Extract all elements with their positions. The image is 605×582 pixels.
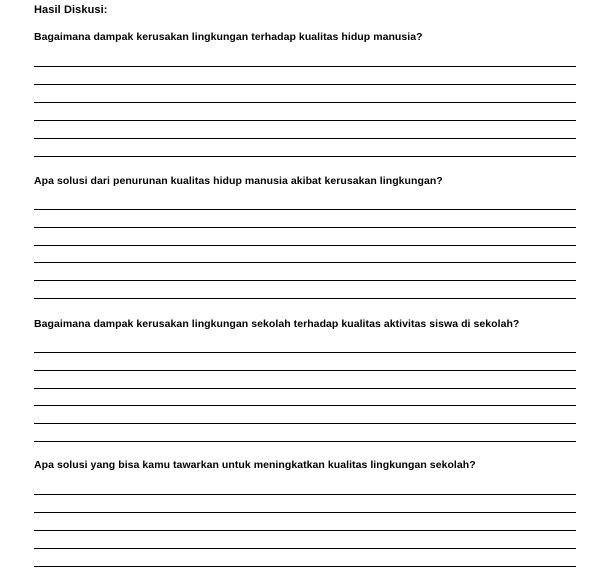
answer-line[interactable] bbox=[34, 423, 576, 424]
answer-line[interactable] bbox=[34, 512, 576, 513]
answer-line[interactable] bbox=[34, 405, 576, 406]
answer-line[interactable] bbox=[34, 530, 576, 531]
answer-line[interactable] bbox=[34, 120, 576, 121]
answer-line[interactable] bbox=[34, 138, 576, 139]
answer-line[interactable] bbox=[34, 209, 576, 210]
answer-line[interactable] bbox=[34, 548, 576, 549]
answer-line[interactable] bbox=[34, 84, 576, 85]
answer-line[interactable] bbox=[34, 262, 576, 263]
question-4: Apa solusi yang bisa kamu tawarkan untuk meningkatkan kualitas lingkungan sekolah? bbox=[34, 459, 476, 471]
answer-line[interactable] bbox=[34, 566, 576, 567]
question-2: Apa solusi dari penurunan kualitas hidup manusia akibat kerusakan lingkungan? bbox=[34, 175, 443, 187]
question-3: Bagaimana dampak kerusakan lingkungan sekolah terhadap kualitas aktivitas siswa di sekolah? bbox=[34, 318, 520, 330]
answer-line[interactable] bbox=[34, 245, 576, 246]
answer-line[interactable] bbox=[34, 102, 576, 103]
answer-line[interactable] bbox=[34, 370, 576, 371]
answer-line[interactable] bbox=[34, 494, 576, 495]
answer-line[interactable] bbox=[34, 388, 576, 389]
answer-line[interactable] bbox=[34, 227, 576, 228]
discussion-results-heading: Hasil Diskusi: bbox=[34, 4, 108, 16]
answer-line[interactable] bbox=[34, 441, 576, 442]
answer-line[interactable] bbox=[34, 298, 576, 299]
question-1: Bagaimana dampak kerusakan lingkungan terhadap kualitas hidup manusia? bbox=[34, 31, 423, 43]
answer-line[interactable] bbox=[34, 280, 576, 281]
answer-line[interactable] bbox=[34, 352, 576, 353]
answer-line[interactable] bbox=[34, 66, 576, 67]
answer-line[interactable] bbox=[34, 156, 576, 157]
